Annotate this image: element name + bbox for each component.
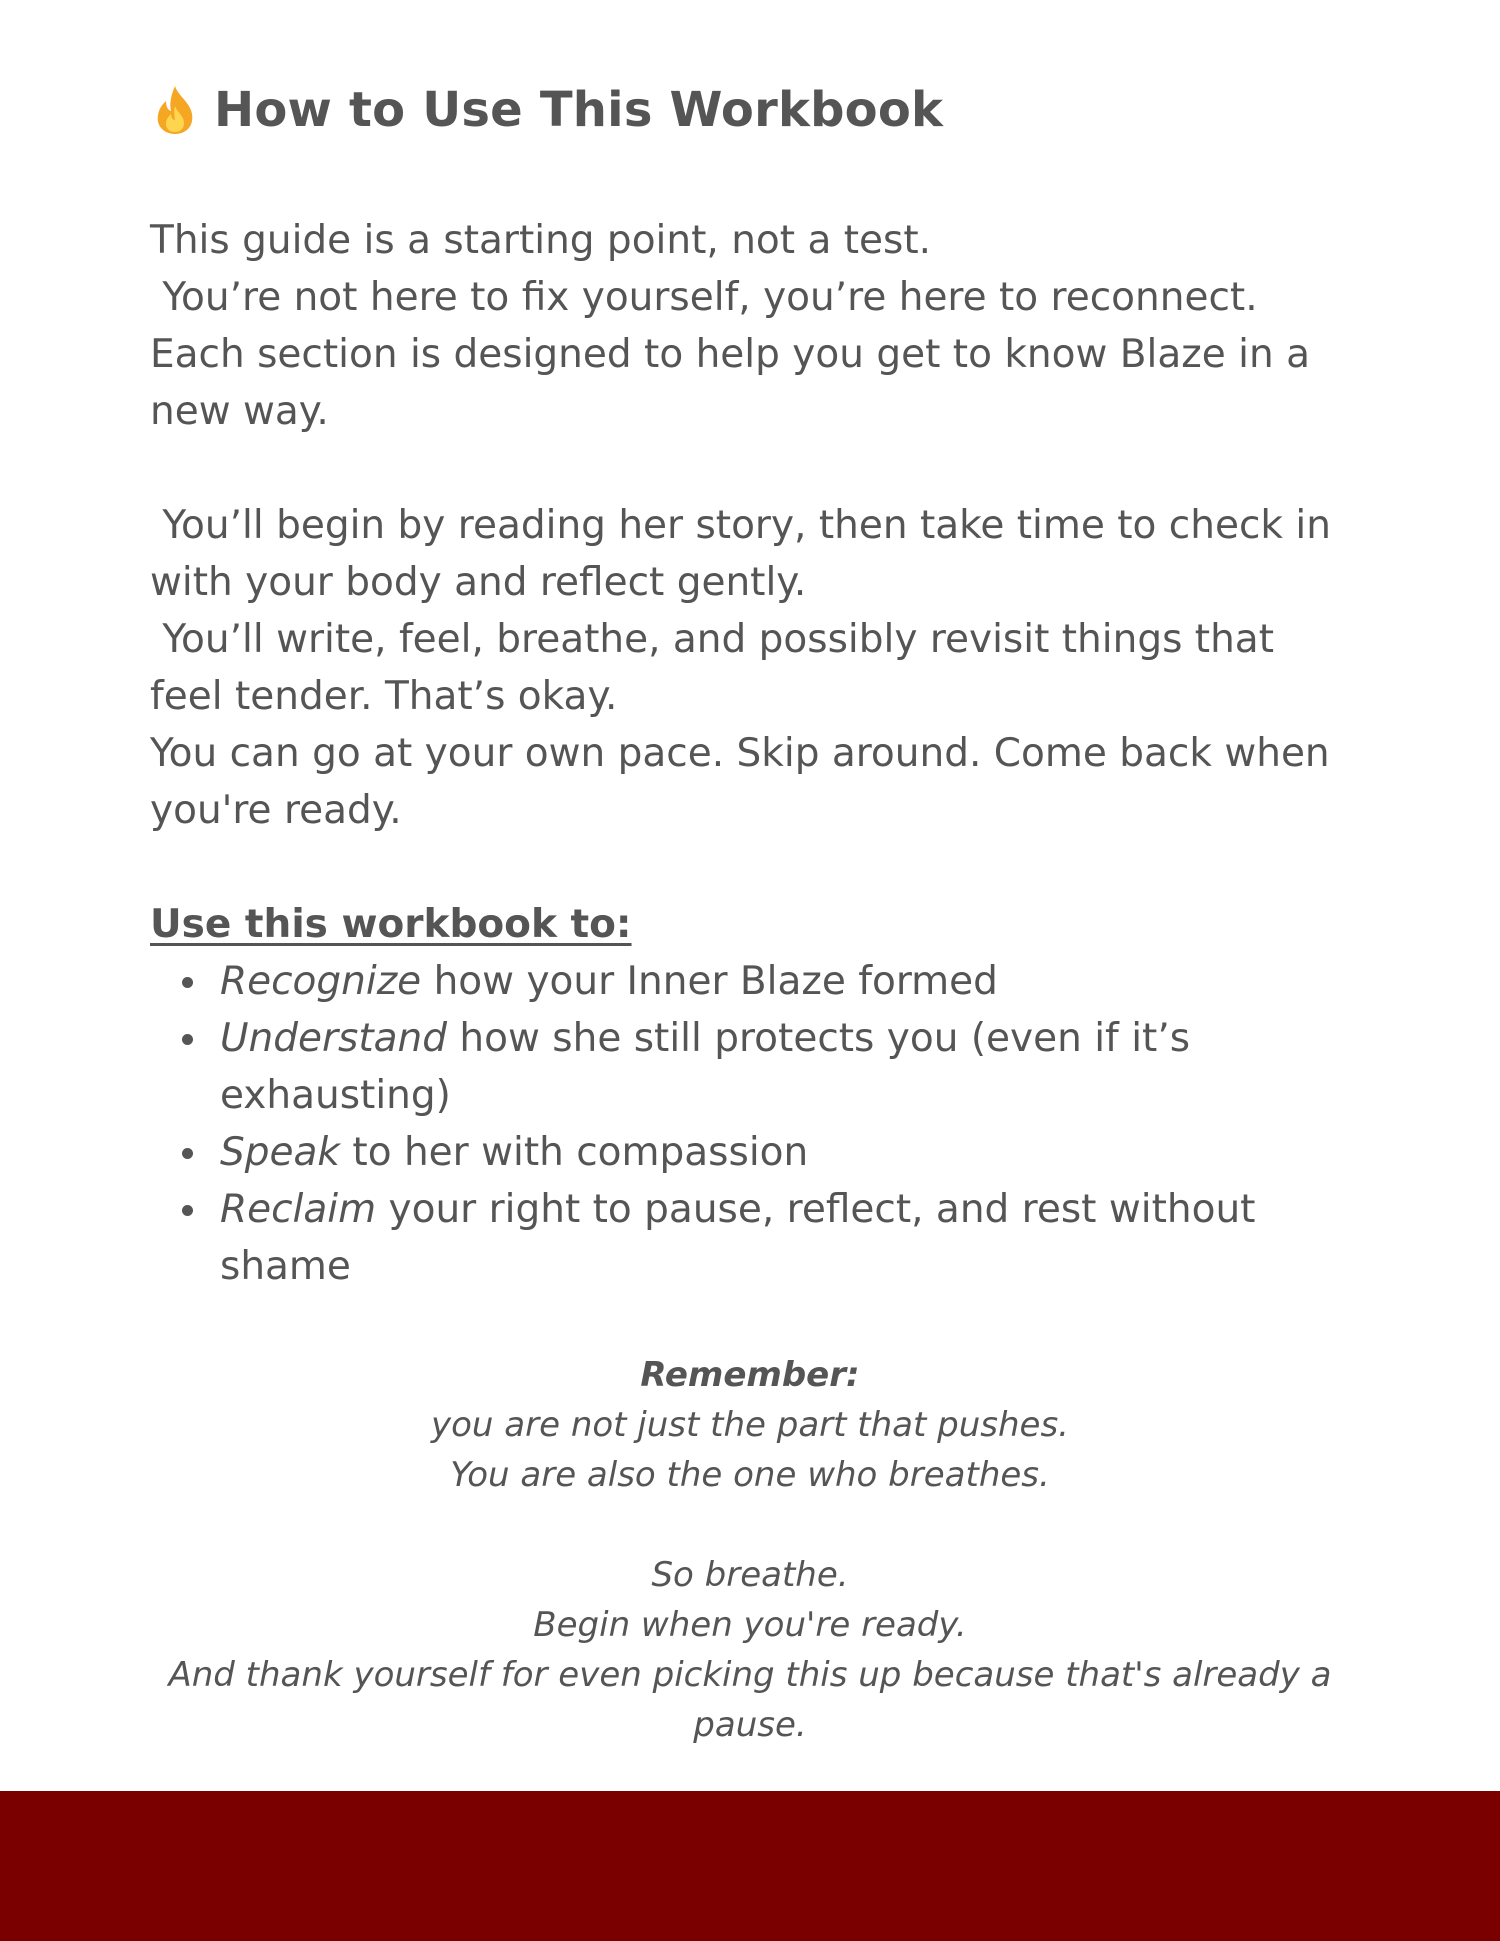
closing-line: And thank yourself for even picking this up because that's already a pause. bbox=[168, 1655, 1332, 1745]
closing-line: Begin when you're ready. bbox=[533, 1605, 967, 1645]
intro-line: This guide is a starting point, not a test. bbox=[150, 218, 932, 263]
list-item bbox=[220, 1010, 1350, 1124]
purpose-list bbox=[150, 953, 1420, 1295]
paragraph-spacer bbox=[150, 440, 1350, 497]
closing-line: So breathe. bbox=[651, 1555, 849, 1595]
list-item bbox=[220, 953, 1350, 1010]
list-item-text: how your Inner Blaze formed bbox=[421, 959, 998, 1004]
page-title: How to Use This Workbook bbox=[214, 82, 944, 138]
fire-icon bbox=[150, 84, 200, 136]
list-item-text: to her with compassion bbox=[340, 1130, 809, 1175]
list-heading: Use this workbook to: bbox=[150, 902, 632, 947]
intro-line: You’ll write, feel, breathe, and possibly revisit things that feel tender. That’s okay. bbox=[150, 617, 1287, 719]
list-item-verb: Understand bbox=[220, 1016, 448, 1061]
intro-line: You’re not here to fix yourself, you’re here to reconnect. bbox=[150, 275, 1258, 320]
footer-band bbox=[0, 1791, 1500, 1941]
title-row bbox=[150, 82, 943, 138]
list-item bbox=[220, 1181, 1350, 1295]
closing-note bbox=[150, 1350, 1350, 1750]
closing-line: you are not just the part that pushes. bbox=[431, 1405, 1069, 1445]
list-item bbox=[220, 1124, 1350, 1181]
list-item-verb: Reclaim bbox=[220, 1187, 377, 1232]
intro-line: Each section is designed to help you get to know Blaze in a new way. bbox=[150, 332, 1323, 434]
intro-line: You’ll begin by reading her story, then take time to check in with your body and reflect gently. bbox=[150, 503, 1344, 605]
intro-text bbox=[150, 212, 1350, 839]
closing-spacer bbox=[150, 1500, 1350, 1550]
closing-line: You are also the one who breathes. bbox=[450, 1455, 1050, 1495]
list-item-verb: Speak bbox=[220, 1130, 340, 1175]
list-item-verb: Recognize bbox=[220, 959, 422, 1004]
list-item-text: your right to pause, reflect, and rest without shame bbox=[220, 1187, 1256, 1289]
list-item-text: how she still protects you (even if it’s exhausting) bbox=[220, 1016, 1191, 1118]
remember-label: Remember: bbox=[640, 1355, 860, 1395]
intro-line: You can go at your own pace. Skip around. Come back when you're ready. bbox=[150, 731, 1343, 833]
